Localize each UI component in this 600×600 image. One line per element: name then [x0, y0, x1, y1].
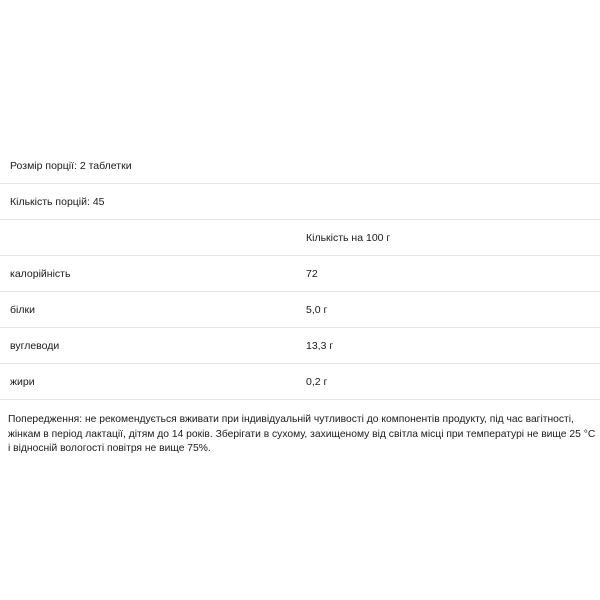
nutrient-value: 13,3 г — [306, 340, 334, 352]
nutrient-label: вуглеводи — [10, 340, 60, 352]
nutrition-info — [0, 148, 600, 400]
table-row — [0, 292, 600, 328]
warning-text: Попередження: не рекомендується вживати при індивідуальній чутливості до компонентів продукту, під час вагітності, жінкам в період лактації, дітям до 14 років. Зберігати в сухому, захищеному від світла місці при температурі не вище 25 °С і відносній вологості повітря не вище 75%. — [8, 414, 596, 454]
servings-count-text: Кількість порцій: 45 — [10, 196, 105, 208]
table-row — [0, 364, 600, 400]
nutrient-value: 5,0 г — [306, 304, 328, 316]
nutrient-value: 72 — [306, 268, 318, 280]
serving-size-text: Розмір порції: 2 таблетки — [10, 160, 132, 172]
serving-size-row — [0, 148, 600, 184]
nutrient-label: калорійність — [10, 268, 71, 280]
table-row — [0, 328, 600, 364]
nutrient-label: жири — [10, 376, 35, 388]
table-header-value: Кількість на 100 г — [306, 232, 391, 244]
servings-count-row — [0, 184, 600, 220]
nutrient-value: 0,2 г — [306, 376, 328, 388]
table-header-row — [0, 220, 600, 256]
nutrient-label: білки — [10, 304, 35, 316]
table-row — [0, 256, 600, 292]
